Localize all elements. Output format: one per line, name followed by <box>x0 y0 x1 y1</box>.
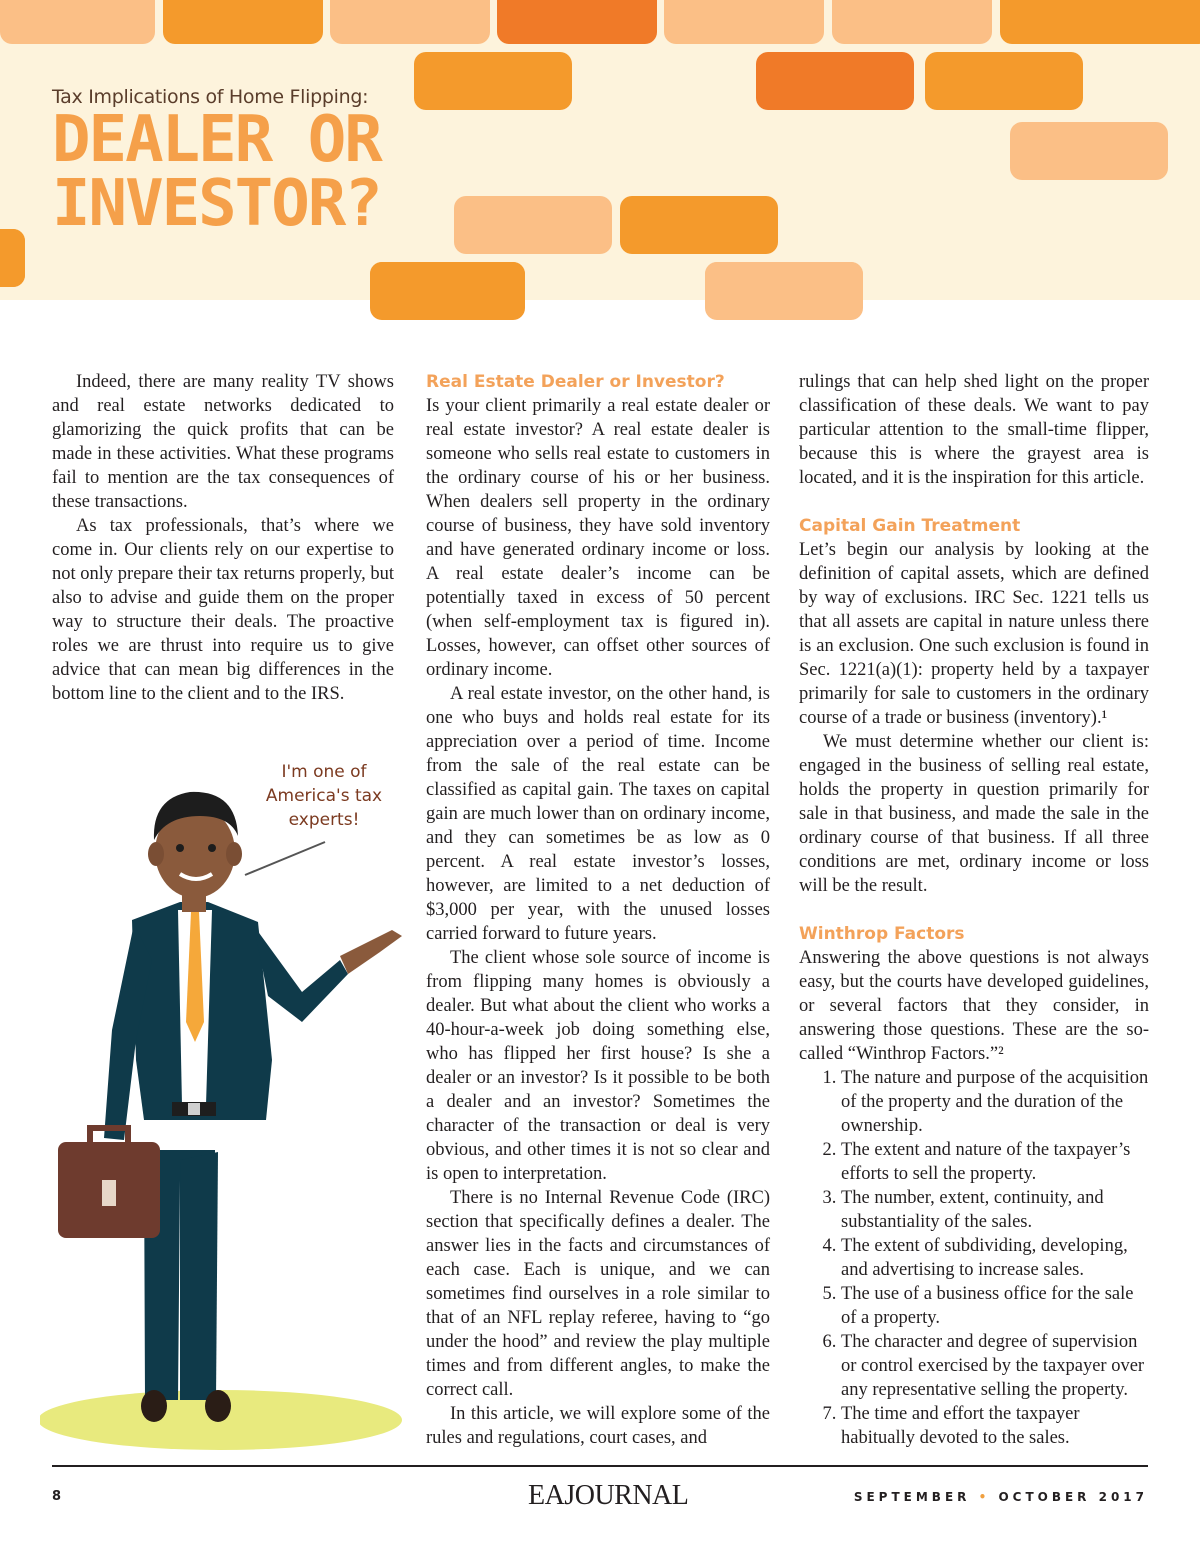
winthrop-factors-list <box>799 1066 1149 1450</box>
paragraph: There is no Internal Revenue Code (IRC) section that specifically defines a dealer. The answer lies in the facts and circumstances of each case. Each is unique, and we can sometimes find ourselves in a role similar to that of an NFL replay referee, having to “go under the hood” and review the play multiple times and from different angles, to make the correct call. <box>426 1188 770 1400</box>
list-item: 7. The time and effort the taxpayer habitually devoted to the sales. <box>841 1402 1149 1450</box>
businessman-illustration <box>40 760 420 1450</box>
column-1 <box>52 370 394 706</box>
issue-month-year: OCTOBER 2017 <box>998 1490 1148 1504</box>
paragraph: Let’s begin our analysis by looking at the definition of capital assets, which are defined by way of exclusions. IRC Sec. 1221 tells us that all assets are capital in nature unless there is an exclusion. One such exclusion is found in Sec. 1221(a)(1): property held by a taxpayer primarily for sale to customers in the ordinary course of a trade or business (inventory).¹ <box>799 540 1149 728</box>
ear <box>226 842 242 866</box>
speech-pointer <box>245 842 325 875</box>
speech-text: I'm one of America's tax experts! <box>265 762 383 830</box>
paragraph: The client whose sole source of income is from flipping many homes is obviously a dealer. But what about the client who works a 40-hour-a-week job doing something else, who has flipped her first house? Is she a dealer or an investor? Is it possible to be both a dealer and an investor? Sometimes the character of the transaction or deal is very obvious, and other times it is not so clear and is open to interpretation. <box>426 948 770 1184</box>
article-kicker: Tax Implications of Home Flipping: <box>52 86 369 108</box>
eye <box>176 844 184 852</box>
hand <box>340 930 402 974</box>
list-item: 4. The extent of subdividing, developing, and advertising to increase sales. <box>841 1234 1149 1282</box>
brick <box>163 0 323 44</box>
shoe <box>205 1390 231 1422</box>
footer-rule <box>52 1465 1148 1467</box>
brick <box>497 0 657 44</box>
brick <box>705 262 863 320</box>
brick <box>0 0 155 44</box>
paragraph: Indeed, there are many reality TV shows and real estate networks dedicated to glamorizing the quick profits that can be made in these activities. What these programs fail to mention are the tax consequences of these transactions. <box>52 372 394 512</box>
issue-month: SEPTEMBER <box>853 1490 971 1504</box>
separator-dot: • <box>978 1490 991 1504</box>
publication-logo: EAJOURNAL <box>528 1480 689 1511</box>
list-item: 1. The nature and purpose of the acquisition of the property and the duration of the ownership. <box>841 1066 1149 1138</box>
section-heading: Real Estate Dealer or Investor? <box>426 372 725 392</box>
paragraph: Is your client primarily a real estate dealer or real estate investor? A real estate dealer is someone who sells real estate to customers in the ordinary course of his or her business. When dealers sell property in the ordinary course of business, they have sold inventory and have generated ordinary income or loss. A real estate dealer’s income can be potentially taxed in excess of 50 percent (when self-employment tax is figured in). Losses, however, can offset other sources of ordinary income. <box>426 396 770 680</box>
brick <box>0 229 25 287</box>
paragraph: In this article, we will explore some of the rules and regulations, court cases, and <box>426 1404 770 1448</box>
brick <box>832 0 992 44</box>
brick <box>414 52 572 110</box>
brick <box>1000 0 1200 44</box>
paragraph: As tax professionals, that’s where we come in. Our clients rely on our expertise to not only prepare their tax returns properly, but also to advise and guide them on the proper way to structure their deals. The proactive roles we are thrust into require us to give advice that can mean big differences in the bottom line to the client and to the IRS. <box>52 516 394 704</box>
brick <box>454 196 612 254</box>
brick <box>1010 122 1168 180</box>
title-line-1: DEALER OR <box>52 103 381 177</box>
issue-date <box>854 1490 1148 1504</box>
ear <box>148 842 164 866</box>
title-line-2: INVESTOR? <box>52 167 381 241</box>
paragraph: rulings that can help shed light on the proper classification of these deals. We want to pay particular attention to the small-time flipper, because this is where the grayest area is located, and it is the inspiration for this article. <box>799 372 1149 488</box>
list-item: 6. The character and degree of supervision or control exercised by the taxpayer over any representative selling the property. <box>841 1330 1149 1402</box>
brick <box>925 52 1083 110</box>
eye <box>208 844 216 852</box>
paragraph: Answering the above questions is not always easy, but the courts have developed guidelines, or several factors that they consider, in answering those questions. These are the so-called “Winthrop Factors.”² <box>799 948 1149 1064</box>
section-heading: Winthrop Factors <box>799 924 965 944</box>
section-heading: Capital Gain Treatment <box>799 516 1021 536</box>
paragraph: A real estate investor, on the other hand, is one who buys and holds real estate for its appreciation over a period of time. Income from the sale of the real estate can be classified as capital gain. The taxes on capital gain are much lower than on ordinary income, and they can sometimes be as low as 0 percent. A real estate investor’s losses, however, are limited to a net deduction of $3,000 per year, with the unused losses carried forward to future years. <box>426 684 770 944</box>
paragraph: We must determine whether our client is: engaged in the business of selling real estate, holds the property in question primarily for sale in that business, and made the sale in the ordinary course of that business. If all three conditions are met, ordinary income or loss will be the result. <box>799 732 1149 896</box>
column-2 <box>426 370 770 1450</box>
list-item: 2. The extent and nature of the taxpayer’s efforts to sell the property. <box>841 1138 1149 1186</box>
arm <box>254 926 348 1022</box>
brick <box>756 52 914 110</box>
brick <box>664 0 824 44</box>
list-item: 3. The number, extent, continuity, and substantiality of the sales. <box>841 1186 1149 1234</box>
brick <box>370 262 525 320</box>
brick <box>330 0 490 44</box>
list-item: 5. The use of a business office for the sale of a property. <box>841 1282 1149 1330</box>
page-number: 8 <box>52 1489 62 1504</box>
column-3 <box>799 370 1149 1450</box>
brick <box>620 196 778 254</box>
article-title <box>52 103 381 241</box>
shoe <box>141 1390 167 1422</box>
